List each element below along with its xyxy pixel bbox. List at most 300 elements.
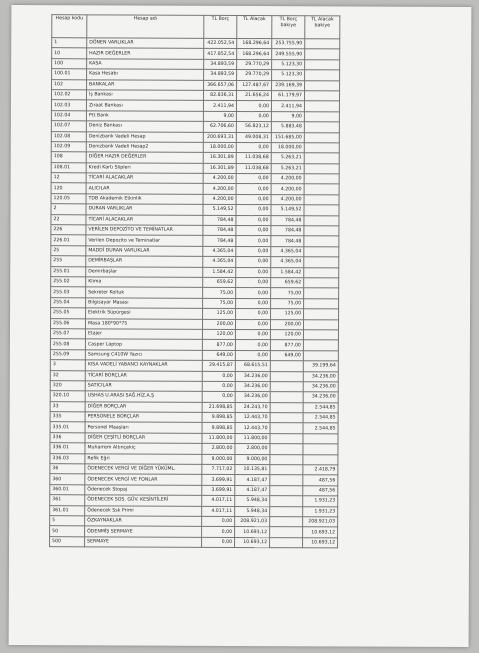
debit-balance-cell — [270, 506, 303, 517]
account-name-cell: Personel Maaşları — [85, 422, 202, 433]
debit-cell: 0,00 — [202, 371, 235, 382]
credit-cell: 10.693,12 — [235, 527, 270, 538]
debit-balance-cell — [270, 527, 303, 538]
debit-cell: 34.893,59 — [204, 70, 237, 81]
account-name-cell: Elektrik Süpürgesi — [86, 308, 203, 319]
account-code-cell: 36 — [50, 464, 85, 475]
credit-cell: 0,00 — [236, 226, 271, 237]
account-name-cell: Denizbank Vadeli Hesap — [86, 131, 203, 142]
debit-balance-cell: 151.685,00 — [271, 132, 304, 143]
account-code-cell: 255 — [51, 256, 86, 267]
credit-balance-cell — [304, 205, 339, 216]
credit-balance-cell — [304, 215, 339, 226]
debit-cell: 0,00 — [202, 516, 235, 527]
debit-cell: 9.898,85 — [202, 412, 235, 423]
debit-cell: 4.017,11 — [202, 496, 235, 507]
debit-balance-cell — [270, 537, 303, 548]
credit-balance-cell — [304, 195, 339, 206]
credit-cell: 0,00 — [235, 350, 270, 361]
credit-balance-cell — [303, 444, 338, 455]
account-code-cell: 102.08 — [51, 131, 86, 142]
account-name-cell: ÖDENECEK VERGİ VE FONLAR — [85, 474, 202, 485]
debit-balance-cell: 784,48 — [271, 236, 304, 247]
debit-cell: 4.200,00 — [203, 184, 236, 195]
account-name-cell: ALICILAR — [86, 183, 203, 194]
debit-balance-cell: 5.123,30 — [272, 59, 305, 70]
account-code-cell: 5 — [50, 516, 85, 527]
account-code-cell: 255.08 — [50, 339, 85, 350]
debit-balance-cell: 4.200,00 — [271, 174, 304, 185]
document-page — [9, 5, 472, 647]
account-name-cell: DÖNEN VARLIKLAR — [87, 38, 204, 49]
debit-balance-cell — [270, 517, 303, 528]
debit-cell: 784,48 — [203, 236, 236, 247]
account-name-cell: Demirbaşlar — [86, 266, 203, 277]
debit-balance-cell: 649,00 — [270, 350, 303, 361]
account-code-cell: 335 — [50, 412, 85, 423]
credit-cell: 12.443,70 — [235, 413, 270, 424]
account-name-cell: TİCARİ ALACAKLAR — [86, 173, 203, 184]
credit-balance-cell — [304, 101, 339, 112]
credit-balance-cell — [303, 350, 338, 361]
debit-balance-cell: 9,00 — [271, 111, 304, 122]
account-name-cell: Kasa Hesabı — [87, 69, 204, 80]
account-name-cell: Ödenecek Stopaj — [85, 485, 202, 496]
account-code-cell: 1 — [52, 38, 87, 49]
account-name-cell: PERSONELE BORÇLAR — [85, 412, 202, 423]
debit-cell: 0,00 — [202, 537, 235, 548]
debit-cell: 877,00 — [202, 340, 235, 351]
debit-balance-cell — [270, 454, 303, 465]
debit-balance-cell — [270, 371, 303, 382]
debit-balance-cell — [270, 444, 303, 455]
debit-balance-cell: 784,48 — [271, 226, 304, 237]
credit-balance-cell: 208.921,03 — [303, 517, 338, 528]
account-code-cell: 50 — [50, 526, 85, 537]
credit-balance-cell: 2.544,85 — [303, 413, 338, 424]
account-name-cell: DİĞER HAZIR DEĞERLER — [86, 152, 203, 163]
account-code-cell: 120 — [51, 183, 86, 194]
debit-balance-cell — [270, 465, 303, 476]
credit-balance-cell — [304, 132, 339, 143]
credit-balance-cell — [304, 309, 339, 320]
credit-balance-cell — [304, 184, 339, 195]
account-name-cell: Klima — [86, 277, 203, 288]
account-name-cell: İş Bankası — [86, 90, 203, 101]
debit-cell: 366.657,06 — [204, 80, 237, 91]
account-code-cell: 108.01 — [51, 162, 86, 173]
account-name-cell: SERMAYE — [85, 537, 202, 548]
account-name-cell: VERİLEN DEPOZİTO VE TEMİNATLAR — [86, 225, 203, 236]
debit-cell: 7.717,02 — [202, 464, 235, 475]
account-name-cell: Samsung C410W Yazıcı — [85, 350, 202, 361]
credit-balance-cell: 487,56 — [303, 486, 338, 497]
debit-cell: 4.017,11 — [202, 506, 235, 517]
credit-cell: 168.296,64 — [237, 49, 272, 60]
debit-balance-cell — [270, 361, 303, 372]
credit-cell: 4.187,47 — [235, 485, 270, 496]
debit-cell: 5.149,52 — [203, 205, 236, 216]
debit-balance-cell: 18.000,00 — [271, 143, 304, 154]
debit-cell: 75,00 — [203, 298, 236, 309]
account-name-cell: Ziraat Bankası — [86, 100, 203, 111]
credit-balance-cell — [304, 112, 339, 123]
debit-balance-cell — [270, 423, 303, 434]
debit-cell: 62.706,60 — [203, 121, 236, 132]
debit-balance-cell — [270, 392, 303, 403]
debit-cell: 1.584,42 — [203, 267, 236, 278]
account-name-cell: KASA — [87, 59, 204, 70]
credit-balance-cell: 487,56 — [303, 475, 338, 486]
credit-cell: 0,00 — [236, 101, 271, 112]
credit-balance-cell — [305, 49, 340, 60]
credit-balance-cell: 34.236,00 — [303, 392, 338, 403]
account-name-cell: TİCARİ ALACAKLAR — [86, 214, 203, 225]
account-name-cell: Kredi Kartı Slipleri — [86, 163, 203, 174]
credit-balance-cell — [304, 226, 339, 237]
debit-balance-cell: 4.200,00 — [271, 194, 304, 205]
credit-cell: 56.823,12 — [236, 122, 271, 133]
debit-balance-cell: 2.411,94 — [271, 101, 304, 112]
credit-cell: 0,00 — [236, 174, 271, 185]
debit-cell: 82.836,31 — [203, 90, 236, 101]
debit-balance-cell — [270, 485, 303, 496]
credit-cell: 0,00 — [235, 319, 270, 330]
account-code-cell: 102.02 — [51, 90, 86, 101]
account-name-cell: DURAN VARLIKLAR — [86, 204, 203, 215]
credit-balance-cell — [304, 174, 339, 185]
credit-balance-cell: 34.236,00 — [303, 371, 338, 382]
debit-balance-cell — [270, 382, 303, 393]
header-account-name: Hesap adı — [87, 15, 204, 39]
debit-balance-cell: 4.365,04 — [271, 257, 304, 268]
debit-balance-cell: 249.555,90 — [272, 49, 305, 60]
debit-cell: 0,00 — [202, 381, 235, 392]
account-code-cell: 25 — [51, 245, 86, 256]
credit-cell: 12.443,70 — [235, 423, 270, 434]
debit-cell: 417.852,54 — [204, 49, 237, 60]
account-code-cell: 102.03 — [51, 100, 86, 111]
credit-balance-cell: 39.199,64 — [303, 361, 338, 372]
account-name-cell: DİĞER ÇEŞİTLİ BORÇLAR — [85, 433, 202, 444]
credit-cell: 5.948,34 — [235, 506, 270, 517]
account-code-cell: 335.01 — [50, 422, 85, 433]
credit-cell: 0,00 — [236, 142, 271, 153]
credit-balance-cell: 2.418,79 — [303, 465, 338, 476]
debit-balance-cell: 239.169,39 — [272, 80, 305, 91]
header-account-code: Hesap kodu — [52, 15, 87, 38]
debit-cell: 3.699,91 — [202, 485, 235, 496]
trial-balance-table — [49, 14, 340, 548]
debit-balance-cell: 5.263,21 — [271, 153, 304, 164]
account-code-cell: 33 — [50, 401, 85, 412]
account-code-cell: 360 — [50, 474, 85, 485]
account-code-cell: 255.04 — [51, 297, 86, 308]
credit-cell: 0,00 — [236, 194, 271, 205]
account-code-cell: 226 — [51, 225, 86, 236]
debit-cell: 29.415,87 — [202, 360, 235, 371]
account-name-cell: Etajer — [85, 329, 202, 340]
debit-cell: 4.200,00 — [203, 194, 236, 205]
account-code-cell: 320 — [50, 381, 85, 392]
credit-cell: 0,00 — [236, 267, 271, 278]
credit-cell: 34.236,00 — [235, 371, 270, 382]
debit-cell: 4.365,04 — [203, 246, 236, 257]
credit-cell: 11.038,68 — [236, 163, 271, 174]
account-code-cell: 255.05 — [51, 308, 86, 319]
table-row — [50, 536, 338, 548]
credit-balance-cell — [304, 247, 339, 258]
debit-balance-cell: 200,00 — [270, 319, 303, 330]
credit-balance-cell — [304, 267, 339, 278]
account-name-cell: Sekreter Koltuk — [86, 287, 203, 298]
account-name-cell: DİĞER BORÇLAR — [85, 401, 202, 412]
account-code-cell: 108 — [51, 152, 86, 163]
debit-cell: 2.800,00 — [202, 444, 235, 455]
credit-balance-cell — [303, 330, 338, 341]
debit-cell: 18.000,00 — [203, 142, 236, 153]
table-body — [50, 38, 340, 548]
account-code-cell: 120.05 — [51, 194, 86, 205]
debit-cell: 120,00 — [202, 329, 235, 340]
credit-cell: 11.800,00 — [235, 433, 270, 444]
debit-cell: 21.698,85 — [202, 402, 235, 413]
account-name-cell: Masa 180*90*75 — [85, 318, 202, 329]
account-name-cell: DEMİRBAŞLAR — [86, 256, 203, 267]
debit-balance-cell: 4.200,00 — [271, 184, 304, 195]
credit-balance-cell: 10.693,12 — [303, 538, 338, 549]
account-code-cell: 102 — [52, 79, 87, 90]
credit-cell: 208.921,03 — [235, 516, 270, 527]
credit-balance-cell — [304, 153, 339, 164]
debit-cell: 9.898,85 — [202, 423, 235, 434]
debit-cell: 0,00 — [202, 527, 235, 538]
credit-balance-cell: 34.236,00 — [303, 382, 338, 393]
debit-cell: 0,00 — [202, 392, 235, 403]
header-debit: TL Borç — [204, 15, 237, 38]
debit-balance-cell: 877,00 — [270, 340, 303, 351]
debit-cell: 422.052,54 — [204, 38, 237, 49]
header-debit-balance: TL Borç bakiye — [272, 16, 305, 39]
credit-cell: 0,00 — [236, 246, 271, 257]
credit-balance-cell: 10.693,12 — [303, 527, 338, 538]
account-code-cell: 100 — [52, 58, 87, 69]
account-code-cell: 336.01 — [50, 443, 85, 454]
account-code-cell: 361 — [50, 495, 85, 506]
credit-cell: 0,00 — [236, 205, 271, 216]
debit-cell: 75,00 — [203, 288, 236, 299]
credit-cell: 0,00 — [236, 111, 271, 122]
debit-balance-cell — [270, 433, 303, 444]
credit-cell: 0,00 — [236, 288, 271, 299]
credit-balance-cell: 1.931,23 — [303, 506, 338, 517]
account-name-cell: Refik Eğri — [85, 453, 202, 464]
credit-cell: 0,00 — [236, 236, 271, 247]
credit-cell: 68.615,51 — [235, 361, 270, 372]
credit-cell: 0,00 — [235, 329, 270, 340]
credit-cell: 11.038,68 — [236, 153, 271, 164]
credit-cell: 168.296,64 — [237, 38, 272, 49]
account-code-cell: 102.09 — [51, 142, 86, 153]
debit-cell: 200.693,31 — [203, 132, 236, 143]
debit-cell: 659,62 — [203, 277, 236, 288]
account-code-cell: 255.03 — [51, 287, 86, 298]
credit-cell: 29.770,29 — [237, 59, 272, 70]
debit-balance-cell — [270, 496, 303, 507]
debit-balance-cell: 5.883,48 — [271, 122, 304, 133]
credit-balance-cell: 2.544,85 — [303, 423, 338, 434]
credit-cell: 10.693,12 — [235, 537, 270, 548]
debit-cell: 16.301,89 — [203, 163, 236, 174]
credit-cell: 0,00 — [236, 257, 271, 268]
debit-cell: 784,48 — [203, 225, 236, 236]
credit-cell: 10.135,81 — [235, 464, 270, 475]
account-name-cell: KISA VADELİ YABANCI KAYNAKLAR — [85, 360, 202, 371]
credit-balance-cell — [303, 340, 338, 351]
credit-cell: 2.800,00 — [235, 444, 270, 455]
account-name-cell: ÖZKAYNAKLAR — [85, 516, 202, 527]
debit-balance-cell: 4.365,04 — [271, 246, 304, 257]
account-name-cell: ÖDENMİŞ SERMAYE — [85, 526, 202, 537]
account-code-cell: 255.09 — [50, 349, 85, 360]
account-code-cell: 10 — [52, 48, 87, 59]
credit-cell: 29.770,29 — [237, 70, 272, 81]
credit-balance-cell: 2.544,85 — [303, 402, 338, 413]
credit-balance-cell — [305, 70, 340, 81]
debit-balance-cell: 5.149,52 — [271, 205, 304, 216]
account-code-cell: 336.03 — [50, 453, 85, 464]
account-code-cell: 361.01 — [50, 505, 85, 516]
credit-balance-cell — [305, 39, 340, 50]
account-name-cell: Ödenecek Ssk Primi — [85, 505, 202, 516]
debit-cell: 16.301,89 — [203, 153, 236, 164]
debit-balance-cell: 75,00 — [271, 288, 304, 299]
credit-cell: 21.656,24 — [236, 90, 271, 101]
account-name-cell: Casper Laptop — [85, 339, 202, 350]
account-name-cell: MADDİ DURAN VARLIKLAR — [86, 246, 203, 257]
credit-balance-cell — [304, 122, 339, 133]
credit-balance-cell — [304, 143, 339, 154]
account-code-cell: 500 — [50, 536, 85, 547]
account-code-cell: 336 — [50, 433, 85, 444]
account-code-cell: 102.07 — [51, 121, 86, 132]
credit-balance-cell — [304, 257, 339, 268]
credit-cell: 0,00 — [236, 277, 271, 288]
account-code-cell: 100.01 — [52, 69, 87, 80]
debit-cell: 4.365,04 — [203, 257, 236, 268]
debit-balance-cell — [270, 413, 303, 424]
debit-balance-cell: 5.263,21 — [271, 163, 304, 174]
credit-cell: 0,00 — [235, 340, 270, 351]
debit-balance-cell: 5.123,30 — [272, 70, 305, 81]
account-name-cell: HAZIR DEĞERLER — [87, 48, 204, 59]
account-name-cell: ÖDENECEK VERGİ VE DİĞER YÜKÜML. — [85, 464, 202, 475]
credit-cell: 24.243,70 — [235, 402, 270, 413]
credit-cell: 127.487,67 — [237, 80, 272, 91]
debit-balance-cell: 125,00 — [271, 309, 304, 320]
debit-cell: 2.411,94 — [203, 101, 236, 112]
account-code-cell: 12 — [51, 173, 86, 184]
credit-balance-cell — [303, 434, 338, 445]
credit-cell: 0,00 — [236, 298, 271, 309]
debit-balance-cell: 784,48 — [271, 215, 304, 226]
account-code-cell: 22 — [51, 214, 86, 225]
credit-cell: 5.948,34 — [235, 496, 270, 507]
credit-balance-cell — [303, 319, 338, 330]
account-name-cell: Deniz Bankası — [86, 121, 203, 132]
account-code-cell: 255.06 — [50, 318, 85, 329]
debit-cell: 200,00 — [202, 319, 235, 330]
debit-balance-cell: 61.179,97 — [271, 91, 304, 102]
account-code-cell: 255.01 — [51, 266, 86, 277]
debit-cell: 3.699,91 — [202, 475, 235, 486]
debit-balance-cell: 120,00 — [270, 330, 303, 341]
credit-balance-cell — [303, 454, 338, 465]
account-name-cell: Ptt Bank — [86, 111, 203, 122]
credit-cell: 0,00 — [236, 215, 271, 226]
credit-balance-cell — [305, 60, 340, 71]
account-name-cell: TDB Akademik Etkinlik — [86, 194, 203, 205]
account-name-cell: Muharrem Altınçekiç — [85, 443, 202, 454]
header-credit-balance: TL Alacak bakiye — [305, 16, 340, 39]
debit-balance-cell: 659,62 — [271, 278, 304, 289]
debit-cell: 34.893,59 — [204, 59, 237, 70]
account-name-cell: SATICILAR — [85, 381, 202, 392]
account-code-cell: 255.07 — [50, 329, 85, 340]
table-header-row — [52, 15, 340, 39]
credit-balance-cell: 1.931,23 — [303, 496, 338, 507]
credit-balance-cell — [304, 278, 339, 289]
credit-cell: 34.236,00 — [235, 381, 270, 392]
debit-balance-cell — [270, 475, 303, 486]
account-code-cell: 2 — [51, 204, 86, 215]
account-code-cell: 102.04 — [51, 110, 86, 121]
account-name-cell: Bilgisayar Masası — [86, 298, 203, 309]
account-code-cell: 32 — [50, 370, 85, 381]
credit-cell: 0,00 — [236, 309, 271, 320]
debit-cell: 9.000,00 — [202, 454, 235, 465]
credit-cell: 9.000,00 — [235, 454, 270, 465]
account-code-cell: 226.01 — [51, 235, 86, 246]
account-name-cell: ÖDENECEK SOS. GÜV. KESİNTİLERİ — [85, 495, 202, 506]
credit-cell: 34.236,00 — [235, 392, 270, 403]
credit-balance-cell — [304, 236, 339, 247]
credit-cell: 49.008,31 — [236, 132, 271, 143]
account-name-cell: BANKALAR — [87, 79, 204, 90]
credit-balance-cell — [304, 288, 339, 299]
debit-cell: 11.800,00 — [202, 433, 235, 444]
debit-cell: 4.200,00 — [203, 173, 236, 184]
account-code-cell: 320.10 — [50, 391, 85, 402]
credit-balance-cell — [305, 80, 340, 91]
debit-cell: 784,48 — [203, 215, 236, 226]
account-name-cell: Verilen Depozito ve Teminatlar — [86, 235, 203, 246]
credit-cell: 0,00 — [236, 184, 271, 195]
account-name-cell: USHAS U.ARASI SAĞ.HİZ.A.Ş — [85, 391, 202, 402]
debit-cell: 125,00 — [203, 308, 236, 319]
account-name-cell: Denizbank Vadeli Hesap2 — [86, 142, 203, 153]
debit-balance-cell: 253.755,90 — [272, 39, 305, 50]
credit-balance-cell — [304, 299, 339, 310]
account-code-cell: 255.02 — [51, 277, 86, 288]
debit-balance-cell: 1.584,42 — [271, 267, 304, 278]
debit-balance-cell: 75,00 — [271, 298, 304, 309]
credit-balance-cell — [304, 91, 339, 102]
account-code-cell: 360.01 — [50, 484, 85, 495]
credit-balance-cell — [304, 163, 339, 174]
credit-cell: 4.187,47 — [235, 475, 270, 486]
debit-balance-cell — [270, 402, 303, 413]
